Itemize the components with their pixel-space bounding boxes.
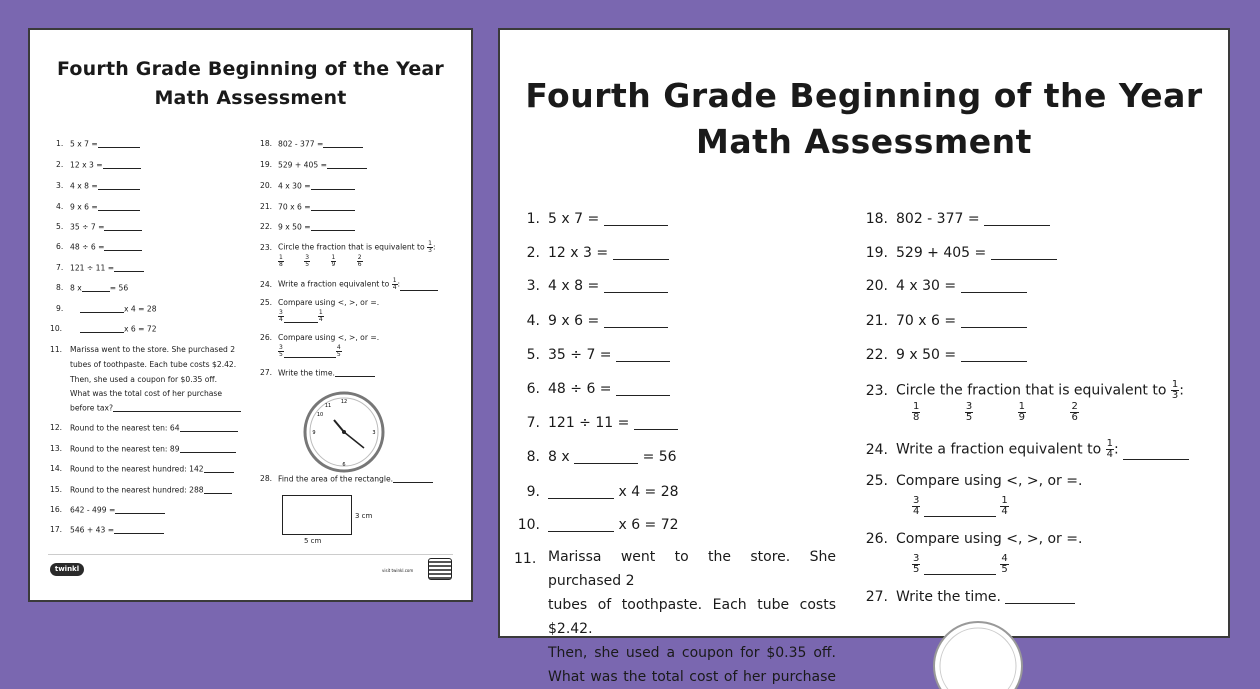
- svg-text:9: 9: [312, 430, 316, 436]
- question-25: 25. Compare using <, >, or =.: [260, 298, 380, 307]
- question-10-large: 10. x 6 = 72: [517, 517, 679, 533]
- question-11-large-num: 11.: [514, 551, 537, 567]
- question-3: 3. 4 x 8 =: [56, 182, 140, 190]
- question-2-large: 2. 12 x 3 =: [514, 246, 669, 260]
- option-1-9[interactable]: $\frac{1}{9}$: [331, 254, 336, 268]
- badge-icon: [428, 558, 452, 580]
- question-27: 27. Write the time.: [260, 369, 375, 377]
- question-23-large-options: [912, 402, 1079, 423]
- question-18-large: 18. 802 - 377 =: [862, 212, 1050, 226]
- page-title-line1: Fourth Grade Beginning of the Year: [57, 58, 444, 80]
- question-16: 16. 642 - 499 =: [50, 506, 165, 514]
- question-4: 4. 9 x 6 =: [56, 203, 140, 211]
- question-8: 8. 8 x = 56: [56, 283, 129, 293]
- question-7: 7. 121 ÷ 11 =: [56, 264, 144, 272]
- question-5: 5. 35 ÷ 7 =: [56, 223, 142, 231]
- question-21-large: 21. 70 x 6 =: [862, 314, 1027, 328]
- question-11-line4: What was the total cost of her purchase: [70, 389, 223, 398]
- option-2-6[interactable]: $\frac{2}{6}$: [357, 254, 362, 268]
- question-11-large: Marissa went to the store. She purchased 2 tubes of toothpaste. Each tube costs $2.42. Then, she used a coupon for $0.35 off. What was the total cost of her purchase: [548, 549, 836, 685]
- question-4-large: 4. 9 x 6 =: [514, 314, 668, 328]
- question-11-line1: 11. Marissa went to the store. She purchased 2: [50, 345, 236, 354]
- question-11-line2: tubes of toothpaste. Each tube costs $2.42.: [70, 360, 237, 369]
- question-23-options: [278, 255, 363, 268]
- option-3-5[interactable]: $\frac{3}{5}$: [305, 254, 310, 268]
- question-14: 14. Round to the nearest hundred: 142: [50, 465, 234, 473]
- svg-text:12: 12: [340, 399, 348, 405]
- rect-side-label: 3 cm: [355, 512, 373, 520]
- question-26-large: 26. Compare using <, >, or =.: [865, 531, 1083, 547]
- question-17: 17. 546 + 43 =: [50, 526, 164, 534]
- option-2-6-large[interactable]: $\frac{2}{6}$: [1071, 401, 1078, 423]
- question-19-large: 19. 529 + 405 =: [862, 246, 1057, 260]
- question-23-large: 23. Circle the fraction that is equivalent to $\frac{1}{3}$ :: [865, 379, 1184, 401]
- question-15: 15. Round to the nearest hundred: 288: [50, 486, 232, 494]
- question-9: 9. x 4 = 28: [56, 304, 157, 314]
- footer-url: visit twinkl.com: [382, 568, 414, 573]
- option-1-9-large[interactable]: $\frac{1}{9}$: [1018, 401, 1026, 423]
- clock-icon-large: [930, 618, 1026, 658]
- question-10: 10. x 6 = 72: [50, 324, 157, 334]
- question-13: 13. Round to the nearest ten: 89: [50, 445, 236, 453]
- clock-icon: [302, 390, 386, 474]
- question-5-large: 5. 35 ÷ 7 =: [514, 348, 670, 362]
- option-3-5-large[interactable]: $\frac{3}{5}$: [965, 401, 973, 423]
- question-24-large: 24. Write a fraction equivalent to $\frac{1}{4}$ :: [862, 439, 1189, 460]
- footer-divider: [48, 554, 453, 555]
- rect-bottom-label: 5 cm: [304, 537, 322, 545]
- question-25-large-compare: $\frac{3}{4}$ $\frac{1}{4}$: [913, 495, 1008, 517]
- question-2: 2. 12 x 3 =: [56, 161, 141, 169]
- question-11-line3: Then, she used a coupon for $0.35 off.: [70, 375, 217, 384]
- question-18: 18. 802 - 377 =: [260, 140, 363, 148]
- question-12: 12. Round to the nearest ten: 64: [50, 424, 238, 432]
- option-1-8[interactable]: $\frac{1}{8}$: [279, 254, 283, 268]
- page-title-line1-large: Fourth Grade Beginning of the Year: [525, 76, 1203, 115]
- question-26-compare: $\frac{3}{5}$ $\frac{4}{5}$: [279, 344, 341, 358]
- question-27-large: 27. Write the time.: [862, 590, 1075, 604]
- question-7-large: 7. 121 ÷ 11 =: [514, 416, 678, 430]
- question-25-large: 25. Compare using <, >, or =.: [865, 473, 1083, 489]
- question-6-large: 6. 48 ÷ 6 =: [514, 382, 670, 396]
- svg-text:10: 10: [316, 412, 324, 418]
- question-26-large-compare: $\frac{3}{5}$ $\frac{4}{5}$: [913, 553, 1008, 575]
- question-11-line5: before tax?: [70, 404, 241, 412]
- area-rectangle: [282, 495, 352, 535]
- question-22: 22. 9 x 50 =: [260, 223, 355, 231]
- question-23: 23. Circle the fraction that is equivalent to $\frac{1}{3}$ :: [260, 240, 436, 254]
- question-19: 19. 529 + 405 =: [260, 161, 367, 169]
- question-28: 28. Find the area of the rectangle.: [260, 475, 433, 483]
- question-6: 6. 48 ÷ 6 =: [56, 243, 142, 251]
- question-1: 1. 5 x 7 =: [56, 140, 140, 148]
- preview-worksheet: [28, 28, 473, 602]
- page-title-line2: Math Assessment: [154, 87, 347, 109]
- question-3-large: 3. 4 x 8 =: [514, 279, 668, 293]
- question-26: 26. Compare using <, >, or =.: [260, 333, 380, 342]
- svg-text:11: 11: [324, 403, 332, 409]
- question-22-large: 22. 9 x 50 =: [862, 348, 1027, 362]
- question-1-large: 1. 5 x 7 =: [514, 212, 668, 226]
- question-21: 21. 70 x 6 =: [260, 203, 355, 211]
- question-9-large: 9. x 4 = 28: [526, 484, 679, 500]
- option-1-8-large[interactable]: $\frac{1}{8}$: [913, 401, 920, 423]
- page-title-line2-large: Math Assessment: [696, 122, 1032, 161]
- question-24: 24. Write a fraction equivalent to $\frac{1}{4}$ :: [260, 278, 438, 291]
- svg-text:3: 3: [372, 430, 376, 436]
- zoomed-worksheet: [498, 28, 1230, 685]
- question-20: 20. 4 x 30 =: [260, 182, 355, 190]
- question-8-large: 8. 8 x = 56: [526, 449, 677, 465]
- question-20-large: 20. 4 x 30 =: [862, 279, 1027, 293]
- twinkl-logo: twinkl: [50, 563, 84, 576]
- question-25-compare: $\frac{3}{4}$ $\frac{1}{4}$: [279, 309, 323, 323]
- svg-text:6: 6: [342, 462, 346, 468]
